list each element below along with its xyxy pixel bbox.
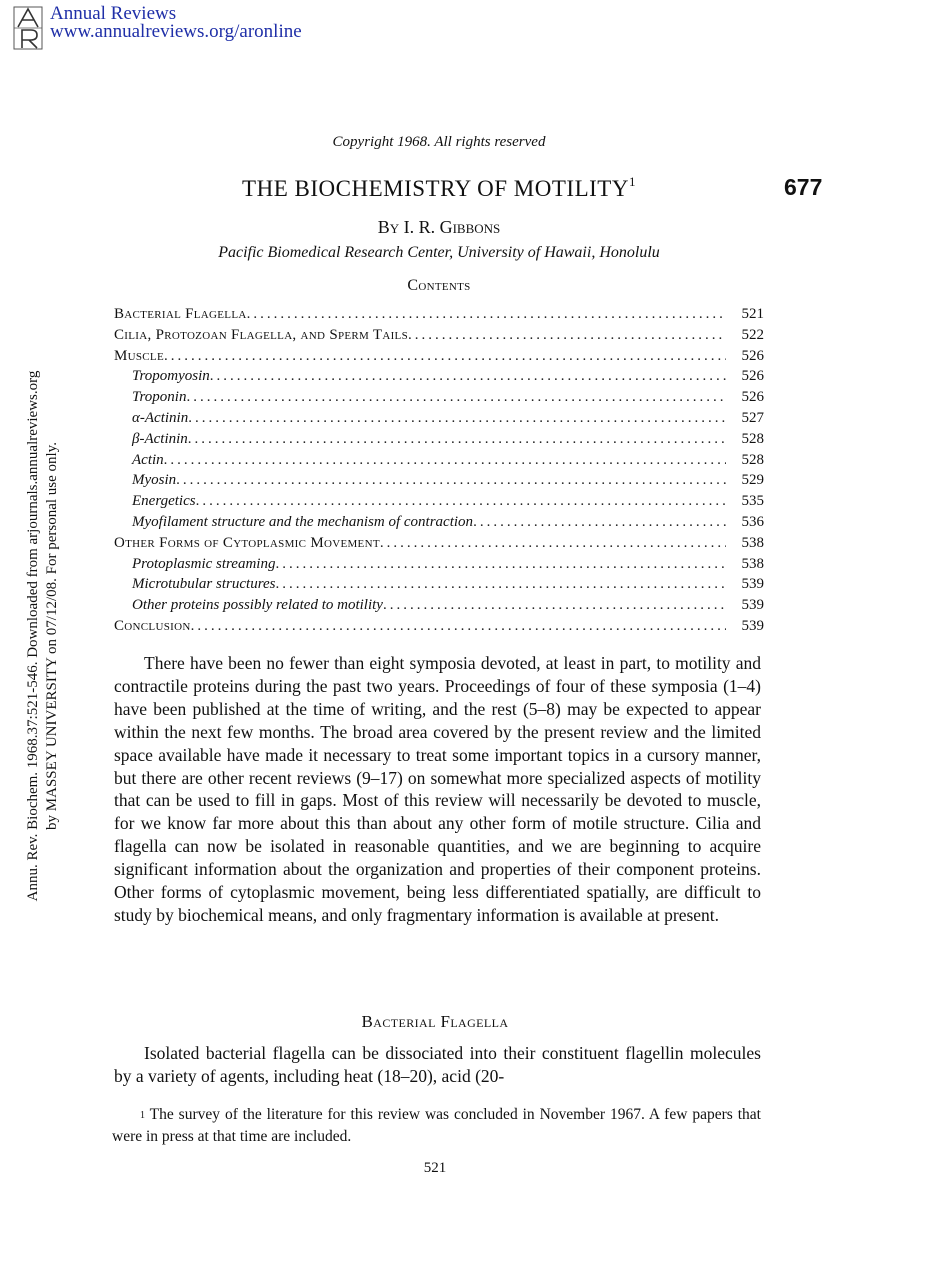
toc-entry bbox=[114, 431, 764, 452]
toc-entry bbox=[114, 514, 764, 535]
intro-paragraph: There have been no fewer than eight symposia devoted, at least in part, to motility and contractile proteins during the past two years. Proceedings of four of these symposia (1–4) have been published at the time of writing, and the rest (5–8) may be expected to appear within the next few months. The broad area covered by the present review and the limited space available have made it necessary to treat some important topics in a cursory manner, but there are other recent reviews (9–17) on somewhat more specialized aspects of motility that can be used to fill in gaps. Most of this review will necessarily be devoted to muscle, for we know far more about this than about any other form of motile structure. Cilia and flagella can now be isolated in reasonable quantities, and we are beginning to acquire significant information about the organization and properties of their component proteins. Other forms of cytoplasmic movement, being less differentiated spatially, are difficult to study by biochemical means, and only fragmentary information is available at present. bbox=[114, 653, 761, 925]
toc-leader-dots bbox=[210, 368, 726, 385]
header-links bbox=[50, 5, 302, 41]
toc-entry-title: Other Forms of Cytoplasmic Movement bbox=[114, 534, 380, 551]
download-notice-line2: by MASSEY UNIVERSITY on 07/12/08. For personal use only. bbox=[44, 442, 60, 830]
copyright-line: Copyright 1968. All rights reserved bbox=[332, 134, 546, 150]
toc-leader-dots bbox=[188, 431, 726, 448]
toc-entry-page: 538 bbox=[741, 555, 764, 572]
toc-entry-page: 535 bbox=[741, 493, 764, 510]
title-footnote-mark: 1 bbox=[628, 174, 636, 189]
author-affiliation: Pacific Biomedical Research Center, University of Hawaii, Honolulu bbox=[218, 244, 660, 261]
toc-entry-title: Cilia, Protozoan Flagella, and Sperm Tails bbox=[114, 326, 408, 343]
toc-entry-title: Muscle bbox=[114, 347, 164, 364]
toc-leader-dots bbox=[383, 597, 726, 614]
footnote-mark: 1 bbox=[140, 1110, 145, 1121]
toc-leader-dots bbox=[473, 514, 726, 531]
article-title bbox=[0, 176, 878, 202]
toc-entry-title: Myosin bbox=[132, 472, 177, 489]
toc-entry-page: 526 bbox=[741, 368, 764, 385]
toc-entry-page: 539 bbox=[741, 576, 764, 593]
footnote bbox=[112, 1104, 761, 1147]
footnote-text: The survey of the literature for this review was concluded in November 1967. A few papers that were in press at that time are included. bbox=[112, 1106, 761, 1145]
toc-entry bbox=[114, 306, 764, 327]
toc-entry-page: 529 bbox=[741, 472, 764, 489]
toc-entry-page: 526 bbox=[741, 347, 764, 364]
toc-leader-dots bbox=[247, 306, 726, 323]
ar-logo-glyph-icon bbox=[13, 6, 43, 50]
section-paragraph: Isolated bacterial flagella can be dissociated into their constituent flagellin molecules by a variety of agents, including heat (18–20), acid (20- bbox=[114, 1043, 761, 1086]
toc-leader-dots bbox=[164, 348, 726, 365]
toc-leader-dots bbox=[196, 493, 726, 510]
toc-leader-dots bbox=[275, 556, 726, 573]
toc-entry-title: Troponin bbox=[132, 389, 187, 406]
download-notice bbox=[24, 336, 62, 936]
table-of-contents bbox=[114, 306, 764, 639]
toc-entry-title: α-Actinin bbox=[132, 409, 189, 426]
toc-entry-page: 536 bbox=[741, 513, 764, 530]
toc-entry-page: 539 bbox=[741, 617, 764, 634]
toc-leader-dots bbox=[380, 535, 726, 552]
aronline-url-link[interactable]: www.annualreviews.org/aronline bbox=[50, 21, 302, 42]
toc-entry-title: Tropomyosin bbox=[132, 368, 210, 385]
toc-entry bbox=[114, 556, 764, 577]
toc-entry bbox=[114, 493, 764, 514]
toc-entry bbox=[114, 410, 764, 431]
toc-leader-dots bbox=[191, 618, 726, 635]
toc-entry-title: Myofilament structure and the mechanism of contraction bbox=[132, 513, 474, 530]
toc-leader-dots bbox=[164, 452, 726, 469]
toc-leader-dots bbox=[188, 410, 726, 427]
toc-entry-title: Protoplasmic streaming bbox=[132, 555, 276, 572]
toc-entry bbox=[114, 452, 764, 473]
toc-entry-title: Bacterial Flagella bbox=[114, 306, 247, 322]
toc-entry-title: Other proteins possibly related to motility bbox=[132, 597, 383, 614]
article-title-text: THE BIOCHEMISTRY OF MOTILITY bbox=[242, 176, 629, 201]
toc-leader-dots bbox=[275, 576, 726, 593]
annual-reviews-logo-icon bbox=[13, 6, 43, 50]
toc-entry bbox=[114, 327, 764, 348]
contents-heading: Contents bbox=[407, 277, 471, 294]
page-number: 521 bbox=[423, 1160, 447, 1176]
toc-entry-page: 528 bbox=[741, 430, 764, 447]
toc-entry-title: Conclusion bbox=[114, 617, 191, 634]
toc-leader-dots bbox=[176, 472, 726, 489]
toc-entry bbox=[114, 389, 764, 410]
toc-entry-page: 538 bbox=[741, 534, 764, 551]
toc-entry bbox=[114, 597, 764, 618]
toc-entry-page: 539 bbox=[741, 597, 764, 614]
toc-entry-page: 521 bbox=[741, 306, 764, 322]
toc-entry-title: Energetics bbox=[132, 493, 196, 510]
toc-entry-page: 528 bbox=[741, 451, 764, 468]
toc-entry-title: Microtubular structures bbox=[132, 576, 276, 593]
toc-entry-title: Actin bbox=[132, 451, 164, 468]
toc-entry-page: 526 bbox=[741, 389, 764, 406]
toc-entry-title: β-Actinin bbox=[132, 430, 188, 447]
toc-entry bbox=[114, 348, 764, 369]
corner-page-number: 677 bbox=[784, 174, 823, 200]
toc-leader-dots bbox=[408, 327, 726, 344]
download-notice-line1: Annu. Rev. Biochem. 1968.37:521-546. Downloaded from arjournals.annualreviews.org bbox=[25, 370, 41, 902]
toc-leader-dots bbox=[186, 389, 726, 406]
publisher-link[interactable]: Annual Reviews bbox=[50, 3, 177, 24]
toc-entry bbox=[114, 368, 764, 389]
toc-entry bbox=[114, 535, 764, 556]
author-byline: By I. R. Gibbons bbox=[377, 217, 501, 237]
toc-entry bbox=[114, 472, 764, 493]
section-heading-bacterial-flagella: Bacterial Flagella bbox=[361, 1012, 509, 1031]
toc-entry bbox=[114, 576, 764, 597]
toc-entry-page: 527 bbox=[741, 409, 764, 426]
toc-entry bbox=[114, 618, 764, 639]
toc-entry-page: 522 bbox=[741, 326, 764, 343]
